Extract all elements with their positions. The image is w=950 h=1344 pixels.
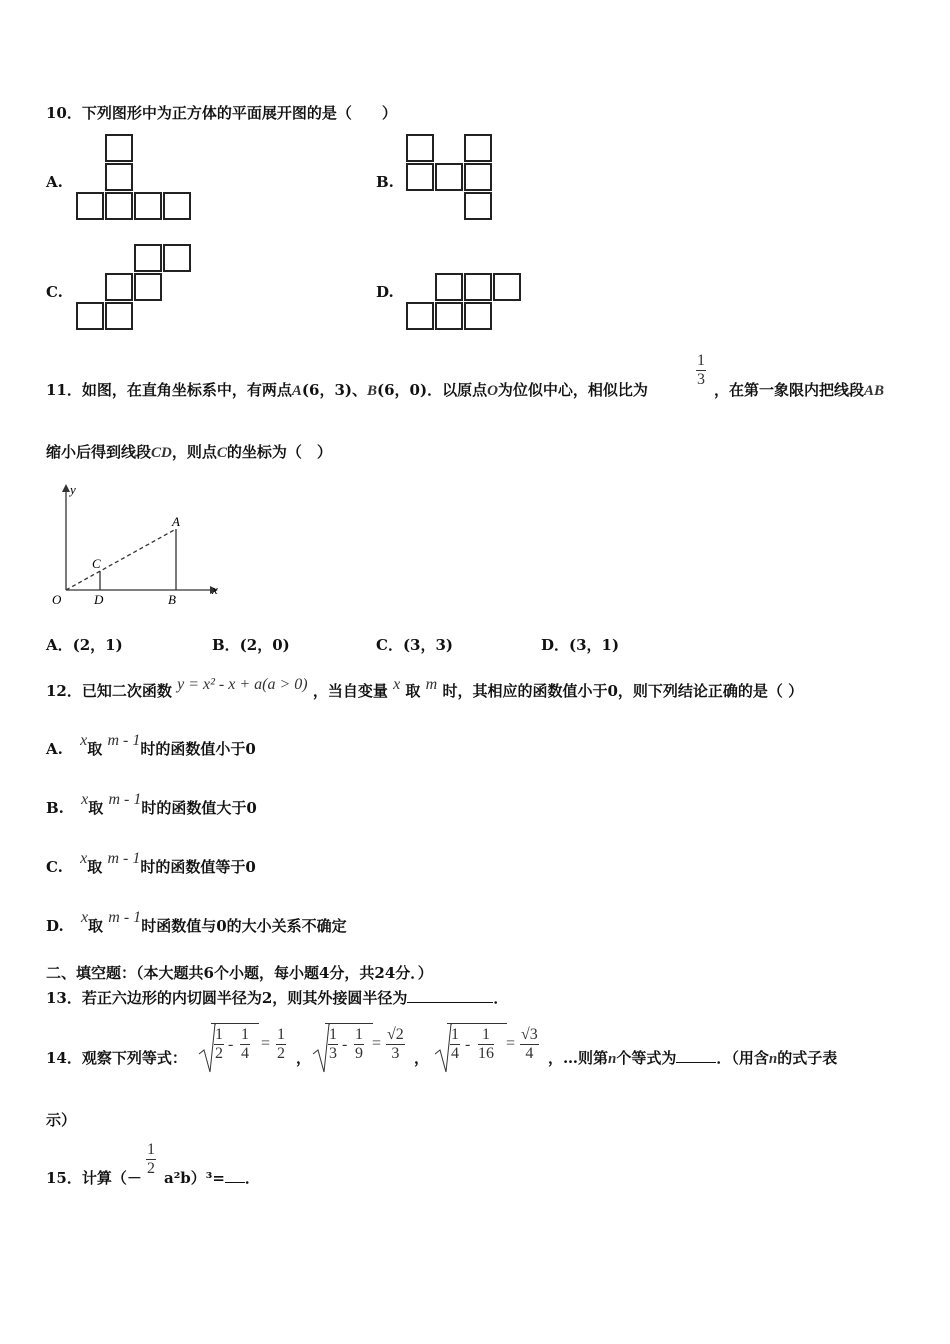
q11-answer-c: C．(3，3) [376,636,454,654]
q15-fraction: $\frac{1}{2}$ [147,1141,155,1177]
y-axis-arrow-icon [62,484,70,492]
q11-answer-a: A．(2，1) [46,636,123,654]
section-2-heading: 二、填空题：（本大题共6个小题，每小题4分，共24分．） [46,964,433,982]
fig-label-b: B [168,592,176,607]
q11-stem-line1-tail: ，在第一象限内把线段AB [714,381,885,399]
q11-stem-line1: 11．如图，在直角坐标系中，有两点A(6，3)、B(6，0)．以原点O为位似中心，相似比为 [46,381,648,399]
q14-comma-1: ， [296,1049,312,1067]
q12-function: y = x² - x + a(a > 0) [177,676,308,693]
fig-label-d: D [94,592,104,607]
q11-coordinate-figure [40,478,230,608]
fig-label-o: O [52,592,62,607]
q12-option-a: A. x取 m - 1时的函数值小于0 [46,732,256,758]
fig-label-x: x [212,582,218,597]
q15-stem-rest: a²b）³= ． [164,1169,260,1187]
q12-option-b: B. x取 m - 1时的函数值大于0 [46,791,257,817]
q13-stem: 13．若正六边形的内切圆半径为2，则其外接圆半径为 ． [46,989,509,1007]
fig-label-a: A [172,514,180,529]
fig-label-y: y [70,482,76,497]
q12-option-c: C. x取 m - 1时的函数值等于0 [46,850,256,876]
q12-stem: 12．已知二次函数 y = x² - x + a(a > 0) ，当自变量 x 取 m 时，其相应的函数值小于0，则下列结论正确的是（ ） [46,676,804,700]
q11-ratio-fraction: $\frac{1}{3}$ [697,352,705,388]
q10-option-b-label: B. [376,173,394,191]
q10-option-d-label: D. [376,283,394,301]
q10-stem: 10．下列图形中为正方体的平面展开图的是（ ） [46,104,397,122]
fig-label-c: C [92,556,101,571]
q14-stem-line2: 示） [46,1111,77,1129]
q11-answer-d: D．(3，1) [541,636,620,654]
q11-stem-line2: 缩小后得到线段CD，则点C的坐标为（ ） [46,443,332,461]
q11-answer-b: B．(2，0) [212,636,290,654]
q10-option-c-label: C. [46,283,63,301]
q14-stem: 14．观察下列等式： [46,1049,187,1067]
q14-stem-tail: ，…则第n个等式为 ．（用含n的式子表 [548,1049,838,1067]
q14-comma-2: ， [414,1049,430,1067]
q10-option-a-label: A. [46,173,63,191]
q15-stem-prefix: 15．计算（－ [46,1169,142,1187]
q12-option-d: D. x取 m - 1时函数值与0的大小关系不确定 [46,909,347,935]
